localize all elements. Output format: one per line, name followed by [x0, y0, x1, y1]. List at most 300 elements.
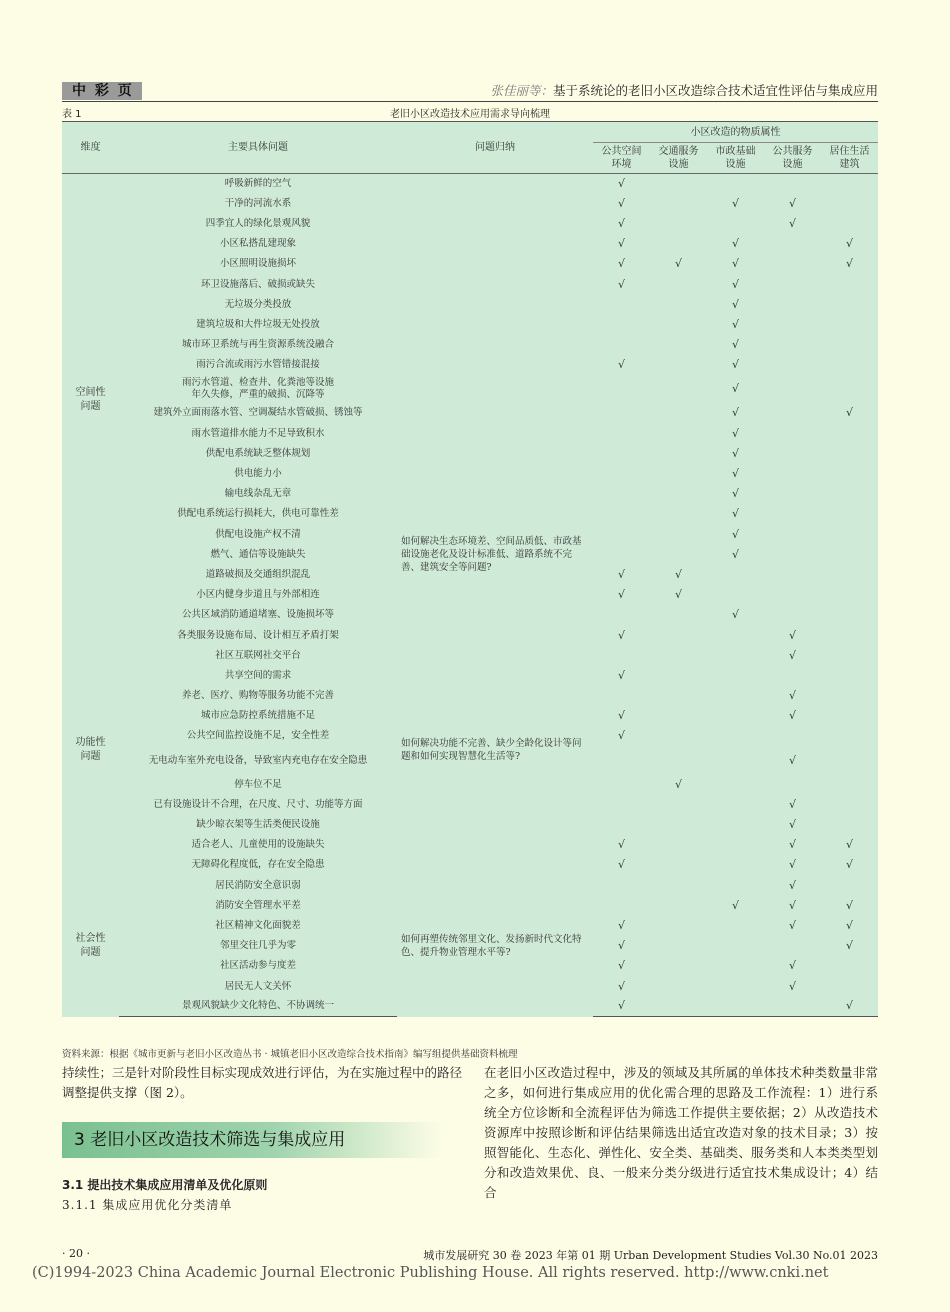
problem-cell: 建筑外立面雨落水管、空调凝结水管破损、锈蚀等: [119, 403, 397, 423]
empty-attribute-cell: [593, 775, 650, 795]
empty-attribute-cell: [650, 726, 707, 746]
empty-attribute-cell: [650, 855, 707, 875]
check-mark: √: [593, 274, 650, 294]
problem-cell: 雨污合流或雨污水管错接混接: [119, 355, 397, 375]
empty-attribute-cell: [764, 234, 821, 254]
empty-attribute-cell: [650, 646, 707, 666]
dimension-cell: 空间性 问题: [62, 174, 119, 626]
problem-cell: 呼吸新鲜的空气: [119, 174, 397, 194]
empty-attribute-cell: [821, 625, 878, 645]
empty-attribute-cell: [821, 956, 878, 976]
summary-cell-empty: [397, 274, 593, 294]
empty-attribute-cell: [650, 916, 707, 936]
check-mark: √: [707, 605, 764, 625]
check-mark: √: [764, 214, 821, 234]
empty-attribute-cell: [707, 936, 764, 956]
problem-cell: 燃气、通信等设施缺失: [119, 545, 397, 565]
problem-cell: 无垃圾分类投放: [119, 295, 397, 315]
empty-attribute-cell: [821, 545, 878, 565]
problem-cell: 建筑垃圾和大件垃圾无处投放: [119, 315, 397, 335]
check-mark: √: [707, 355, 764, 375]
left-column-paragraph: 持续性；三是针对阶段性目标实现成效进行评估，为在实施过程中的路径调整提供支撑（图 2）。: [62, 1065, 463, 1100]
empty-attribute-cell: [593, 795, 650, 815]
check-mark: √: [707, 403, 764, 423]
check-mark: √: [707, 525, 764, 545]
empty-attribute-cell: [650, 335, 707, 355]
check-mark: √: [821, 234, 878, 254]
empty-attribute-cell: [821, 444, 878, 464]
empty-attribute-cell: [650, 956, 707, 976]
header-attribute: 公共服务 设施: [764, 143, 821, 174]
check-mark: √: [593, 254, 650, 274]
check-mark: √: [707, 444, 764, 464]
check-mark: √: [821, 403, 878, 423]
header-attribute: 市政基础 设施: [707, 143, 764, 174]
check-mark: √: [650, 565, 707, 585]
empty-attribute-cell: [707, 706, 764, 726]
check-mark: √: [764, 976, 821, 996]
empty-attribute-cell: [650, 795, 707, 815]
empty-attribute-cell: [593, 815, 650, 835]
empty-attribute-cell: [593, 545, 650, 565]
empty-attribute-cell: [707, 815, 764, 835]
table-row: [62, 484, 878, 504]
empty-attribute-cell: [650, 194, 707, 214]
empty-attribute-cell: [764, 504, 821, 524]
requirements-table: [62, 121, 878, 1017]
empty-attribute-cell: [650, 375, 707, 403]
empty-attribute-cell: [593, 375, 650, 403]
problem-cell: 景观风貌缺少文化特色、不协调统一: [119, 997, 397, 1017]
summary-cell-empty: [397, 424, 593, 444]
check-mark: √: [707, 274, 764, 294]
header-attribute-group: 小区改造的物质属性: [593, 122, 878, 143]
table-row: [62, 274, 878, 294]
empty-attribute-cell: [821, 646, 878, 666]
problem-cell: 小区内健身步道且与外部相连: [119, 585, 397, 605]
check-mark: √: [593, 916, 650, 936]
empty-attribute-cell: [707, 666, 764, 686]
problem-cell: 供配电系统运行损耗大，供电可靠性差: [119, 504, 397, 524]
problem-cell: 各类服务设施布局、设计相互矛盾打架: [119, 625, 397, 645]
page-number: · 20 ·: [62, 1247, 90, 1260]
check-mark: √: [764, 747, 821, 775]
summary-cell: 如何再塑传统邻里文化、发扬新时代文化特色、提升物业管理水平等?: [397, 876, 593, 1017]
summary-cell-empty: [397, 194, 593, 214]
check-mark: √: [764, 956, 821, 976]
problem-cell: 供配电系统缺乏整体规划: [119, 444, 397, 464]
empty-attribute-cell: [593, 747, 650, 775]
header-problem: 主要具体问题: [119, 122, 397, 174]
header-attribute: 公共空间 环境: [593, 143, 650, 174]
check-mark: √: [593, 706, 650, 726]
problem-cell: 居民无人文关怀: [119, 976, 397, 996]
empty-attribute-cell: [821, 666, 878, 686]
table-row: [62, 315, 878, 335]
check-mark: √: [593, 214, 650, 234]
check-mark: √: [593, 194, 650, 214]
check-mark: √: [593, 726, 650, 746]
empty-attribute-cell: [764, 424, 821, 444]
empty-attribute-cell: [650, 545, 707, 565]
table-row: [62, 214, 878, 234]
header-title: [490, 82, 878, 100]
empty-attribute-cell: [593, 464, 650, 484]
empty-attribute-cell: [593, 525, 650, 545]
empty-attribute-cell: [707, 174, 764, 194]
check-mark: √: [593, 666, 650, 686]
empty-attribute-cell: [764, 464, 821, 484]
empty-attribute-cell: [764, 726, 821, 746]
empty-attribute-cell: [707, 997, 764, 1017]
header-author: 张佳丽等：: [490, 83, 553, 98]
dimension-cell: 功能性 问题: [62, 625, 119, 875]
header-attribute: 居住生活 建筑: [821, 143, 878, 174]
problem-cell: 四季宜人的绿化景观风貌: [119, 214, 397, 234]
check-mark: √: [821, 835, 878, 855]
journal-info: 城市发展研究 30 卷 2023 年第 01 期 Urban Development Studies Vol.30 No.01 2023: [423, 1249, 878, 1262]
empty-attribute-cell: [650, 747, 707, 775]
check-mark: √: [593, 234, 650, 254]
check-mark: √: [821, 254, 878, 274]
empty-attribute-cell: [650, 424, 707, 444]
empty-attribute-cell: [764, 585, 821, 605]
check-mark: √: [593, 585, 650, 605]
empty-attribute-cell: [764, 355, 821, 375]
check-mark: √: [707, 896, 764, 916]
empty-attribute-cell: [764, 545, 821, 565]
empty-attribute-cell: [650, 403, 707, 423]
check-mark: √: [707, 194, 764, 214]
summary-cell-empty: [397, 254, 593, 274]
check-mark: √: [821, 896, 878, 916]
empty-attribute-cell: [650, 666, 707, 686]
empty-attribute-cell: [650, 295, 707, 315]
empty-attribute-cell: [650, 174, 707, 194]
empty-attribute-cell: [593, 315, 650, 335]
empty-attribute-cell: [593, 444, 650, 464]
empty-attribute-cell: [593, 295, 650, 315]
section-heading: 3 老旧小区改造技术筛选与集成应用: [62, 1122, 442, 1158]
empty-attribute-cell: [821, 274, 878, 294]
empty-attribute-cell: [821, 464, 878, 484]
check-mark: √: [650, 585, 707, 605]
check-mark: √: [764, 835, 821, 855]
problem-cell: 无障碍化程度低，存在安全隐患: [119, 855, 397, 875]
problem-cell: 社区活动参与度差: [119, 956, 397, 976]
check-mark: √: [707, 234, 764, 254]
check-mark: √: [707, 424, 764, 444]
empty-attribute-cell: [821, 174, 878, 194]
problem-cell: 城市环卫系统与再生资源系统没融合: [119, 335, 397, 355]
empty-attribute-cell: [650, 274, 707, 294]
empty-attribute-cell: [650, 896, 707, 916]
empty-attribute-cell: [707, 976, 764, 996]
empty-attribute-cell: [821, 484, 878, 504]
empty-attribute-cell: [650, 686, 707, 706]
subsubsection-heading: 3.1.1 集成应用优化分类清单: [62, 1198, 233, 1212]
problem-cell: 停车位不足: [119, 775, 397, 795]
empty-attribute-cell: [764, 335, 821, 355]
check-mark: √: [707, 484, 764, 504]
check-mark: √: [707, 295, 764, 315]
problem-cell: 输电线杂乱无章: [119, 484, 397, 504]
empty-attribute-cell: [650, 605, 707, 625]
empty-attribute-cell: [821, 194, 878, 214]
table-row: [62, 355, 878, 375]
empty-attribute-cell: [821, 726, 878, 746]
empty-attribute-cell: [821, 605, 878, 625]
table-row: [62, 625, 878, 645]
problem-cell: 城市应急防控系统措施不足: [119, 706, 397, 726]
table-title: 老旧小区改造技术应用需求导向梳理: [390, 109, 550, 120]
check-mark: √: [650, 775, 707, 795]
empty-attribute-cell: [764, 444, 821, 464]
dimension-cell: 社会性 问题: [62, 876, 119, 1017]
check-mark: √: [764, 876, 821, 896]
check-mark: √: [764, 916, 821, 936]
empty-attribute-cell: [821, 355, 878, 375]
table-row: [62, 464, 878, 484]
table-row: [62, 295, 878, 315]
table-row: [62, 234, 878, 254]
empty-attribute-cell: [593, 424, 650, 444]
check-mark: √: [821, 997, 878, 1017]
empty-attribute-cell: [593, 484, 650, 504]
empty-attribute-cell: [707, 686, 764, 706]
problem-cell: 邻里交往几乎为零: [119, 936, 397, 956]
subsection-heading: 3.1 提出技术集成应用清单及优化原则: [62, 1178, 268, 1192]
summary-cell-empty: [397, 403, 593, 423]
empty-attribute-cell: [707, 726, 764, 746]
check-mark: √: [593, 855, 650, 875]
empty-attribute-cell: [764, 565, 821, 585]
problem-cell: 干净的河流水系: [119, 194, 397, 214]
empty-attribute-cell: [650, 355, 707, 375]
empty-attribute-cell: [821, 375, 878, 403]
problem-cell: 消防安全管理水平差: [119, 896, 397, 916]
table-row: [62, 403, 878, 423]
empty-attribute-cell: [593, 605, 650, 625]
check-mark: √: [593, 936, 650, 956]
empty-attribute-cell: [593, 335, 650, 355]
empty-attribute-cell: [764, 174, 821, 194]
empty-attribute-cell: [650, 976, 707, 996]
empty-attribute-cell: [650, 464, 707, 484]
check-mark: √: [764, 686, 821, 706]
table-row: [62, 335, 878, 355]
empty-attribute-cell: [707, 565, 764, 585]
problem-cell: 居民消防安全意识弱: [119, 876, 397, 896]
empty-attribute-cell: [764, 274, 821, 294]
empty-attribute-cell: [593, 686, 650, 706]
problem-cell: 环卫设施落后、破损或缺失: [119, 274, 397, 294]
summary-cell-empty: [397, 295, 593, 315]
check-mark: √: [764, 646, 821, 666]
problem-cell: 雨污水管道、检查井、化粪池等设施 年久失修，严重的破损、沉降等: [119, 375, 397, 403]
check-mark: √: [707, 315, 764, 335]
empty-attribute-cell: [764, 605, 821, 625]
empty-attribute-cell: [821, 706, 878, 726]
summary-cell-empty: [397, 335, 593, 355]
empty-attribute-cell: [821, 775, 878, 795]
problem-cell: 小区私搭乱建现象: [119, 234, 397, 254]
empty-attribute-cell: [821, 795, 878, 815]
empty-attribute-cell: [707, 214, 764, 234]
check-mark: √: [764, 194, 821, 214]
check-mark: √: [707, 504, 764, 524]
empty-attribute-cell: [707, 775, 764, 795]
check-mark: √: [593, 976, 650, 996]
empty-attribute-cell: [821, 315, 878, 335]
empty-attribute-cell: [650, 525, 707, 545]
empty-attribute-cell: [821, 335, 878, 355]
empty-attribute-cell: [764, 484, 821, 504]
problem-cell: 共享空间的需求: [119, 666, 397, 686]
empty-attribute-cell: [707, 585, 764, 605]
page-footer: [62, 1247, 878, 1263]
empty-attribute-cell: [707, 795, 764, 815]
empty-attribute-cell: [764, 936, 821, 956]
table-row: [62, 254, 878, 274]
check-mark: √: [821, 855, 878, 875]
empty-attribute-cell: [821, 976, 878, 996]
table-label: 表 1: [62, 109, 82, 120]
header-dimension: 维度: [62, 122, 119, 174]
check-mark: √: [593, 355, 650, 375]
problem-cell: 社区精神文化面貌差: [119, 916, 397, 936]
empty-attribute-cell: [821, 815, 878, 835]
empty-attribute-cell: [593, 403, 650, 423]
check-mark: √: [764, 706, 821, 726]
table-caption: [62, 105, 878, 121]
empty-attribute-cell: [593, 646, 650, 666]
problem-cell: 公共区域消防通道堵塞、设施损坏等: [119, 605, 397, 625]
summary-cell-empty: [397, 315, 593, 335]
check-mark: √: [593, 174, 650, 194]
empty-attribute-cell: [593, 504, 650, 524]
empty-attribute-cell: [650, 444, 707, 464]
problem-cell: 养老、医疗、购物等服务功能不完善: [119, 686, 397, 706]
problem-cell: 已有设施设计不合理，在尺度、尺寸、功能等方面: [119, 795, 397, 815]
empty-attribute-cell: [821, 686, 878, 706]
table-row: [62, 444, 878, 464]
summary-cell: 如何解决生态环境差、空间品质低、市政基础设施老化及设计标准低、道路系统不完善、建筑安全等问题?: [397, 484, 593, 625]
empty-attribute-cell: [707, 876, 764, 896]
empty-attribute-cell: [821, 565, 878, 585]
header-summary: 问题归纳: [397, 122, 593, 174]
table-row: [62, 876, 878, 896]
problem-cell: 小区照明设施损坏: [119, 254, 397, 274]
header-attribute: 交通服务 设施: [650, 143, 707, 174]
empty-attribute-cell: [650, 625, 707, 645]
problem-cell: 无电动车室外充电设备，导致室内充电存在安全隐患: [119, 747, 397, 775]
empty-attribute-cell: [821, 525, 878, 545]
running-header: [62, 82, 878, 100]
empty-attribute-cell: [593, 876, 650, 896]
empty-attribute-cell: [821, 504, 878, 524]
empty-attribute-cell: [707, 625, 764, 645]
empty-attribute-cell: [821, 747, 878, 775]
check-mark: √: [764, 795, 821, 815]
check-mark: √: [707, 464, 764, 484]
empty-attribute-cell: [764, 315, 821, 335]
check-mark: √: [707, 375, 764, 403]
table-row: [62, 424, 878, 444]
empty-attribute-cell: [764, 525, 821, 545]
empty-attribute-cell: [650, 214, 707, 234]
empty-attribute-cell: [707, 855, 764, 875]
check-mark: √: [593, 565, 650, 585]
summary-cell: 如何解决功能不完善、缺少全龄化设计等问题和如何实现智慧化生活等?: [397, 625, 593, 875]
problem-cell: 缺少晾衣架等生活类便民设施: [119, 815, 397, 835]
problem-cell: 社区互联网社交平台: [119, 646, 397, 666]
summary-cell-empty: [397, 375, 593, 403]
table-row: [62, 375, 878, 403]
table-row: [62, 194, 878, 214]
summary-cell-empty: [397, 214, 593, 234]
summary-cell-empty: [397, 464, 593, 484]
empty-attribute-cell: [707, 747, 764, 775]
check-mark: √: [593, 835, 650, 855]
empty-attribute-cell: [707, 835, 764, 855]
summary-cell-empty: [397, 234, 593, 254]
problem-cell: 适合老人、儿童使用的设施缺失: [119, 835, 397, 855]
check-mark: √: [821, 936, 878, 956]
problem-cell: 道路破损及交通组织混乱: [119, 565, 397, 585]
empty-attribute-cell: [650, 234, 707, 254]
check-mark: √: [764, 855, 821, 875]
check-mark: √: [764, 896, 821, 916]
empty-attribute-cell: [821, 214, 878, 234]
empty-attribute-cell: [821, 585, 878, 605]
problem-cell: 公共空间监控设施不足，安全性差: [119, 726, 397, 746]
empty-attribute-cell: [707, 916, 764, 936]
empty-attribute-cell: [650, 997, 707, 1017]
empty-attribute-cell: [650, 876, 707, 896]
header-rule: [62, 101, 878, 102]
table-row: [62, 174, 878, 194]
empty-attribute-cell: [821, 876, 878, 896]
empty-attribute-cell: [707, 956, 764, 976]
copyright-line: (C)1994-2023 China Academic Journal Electronic Publishing House. All rights reserved. http://www.cnki.net: [32, 1265, 829, 1281]
right-column-paragraph: 在老旧小区改造过程中，涉及的领域及其所属的单体技术种类数量非常之多，如何进行集成应用的优化需合理的思路及工作流程：1）进行系统全方位诊断和全流程评估为筛选工作提供主要依据；2）从改造技术资源库中按照诊断和评估结果筛选出适宜改造对象的技术目录；3）按照智能化、生态化、弹性化、安全类、基础类、服务类和人本类类型划分和改造效果优、良、一般来分类分级进行适宜技术集成设计；4）结合: [484, 1065, 878, 1200]
problem-cell: 雨水管道排水能力不足导致积水: [119, 424, 397, 444]
check-mark: √: [821, 916, 878, 936]
section-tag: 中 彩 页: [62, 82, 142, 100]
empty-attribute-cell: [650, 936, 707, 956]
empty-attribute-cell: [764, 997, 821, 1017]
summary-cell-empty: [397, 355, 593, 375]
check-mark: √: [707, 335, 764, 355]
header-article-title: 基于系统论的老旧小区改造综合技术适宜性评估与集成应用: [552, 83, 878, 98]
empty-attribute-cell: [821, 424, 878, 444]
problem-cell: 供配电设施产权不清: [119, 525, 397, 545]
check-mark: √: [707, 545, 764, 565]
empty-attribute-cell: [650, 706, 707, 726]
check-mark: √: [593, 625, 650, 645]
check-mark: √: [764, 815, 821, 835]
empty-attribute-cell: [650, 815, 707, 835]
check-mark: √: [764, 625, 821, 645]
empty-attribute-cell: [650, 835, 707, 855]
empty-attribute-cell: [650, 315, 707, 335]
summary-cell-empty: [397, 444, 593, 464]
check-mark: √: [707, 254, 764, 274]
empty-attribute-cell: [764, 375, 821, 403]
table-source-note: 资料来源：根据《城市更新与老旧小区改造丛书 · 城镇老旧小区改造综合技术指南》编写组提供基础资料梳理: [62, 1049, 518, 1060]
empty-attribute-cell: [764, 295, 821, 315]
